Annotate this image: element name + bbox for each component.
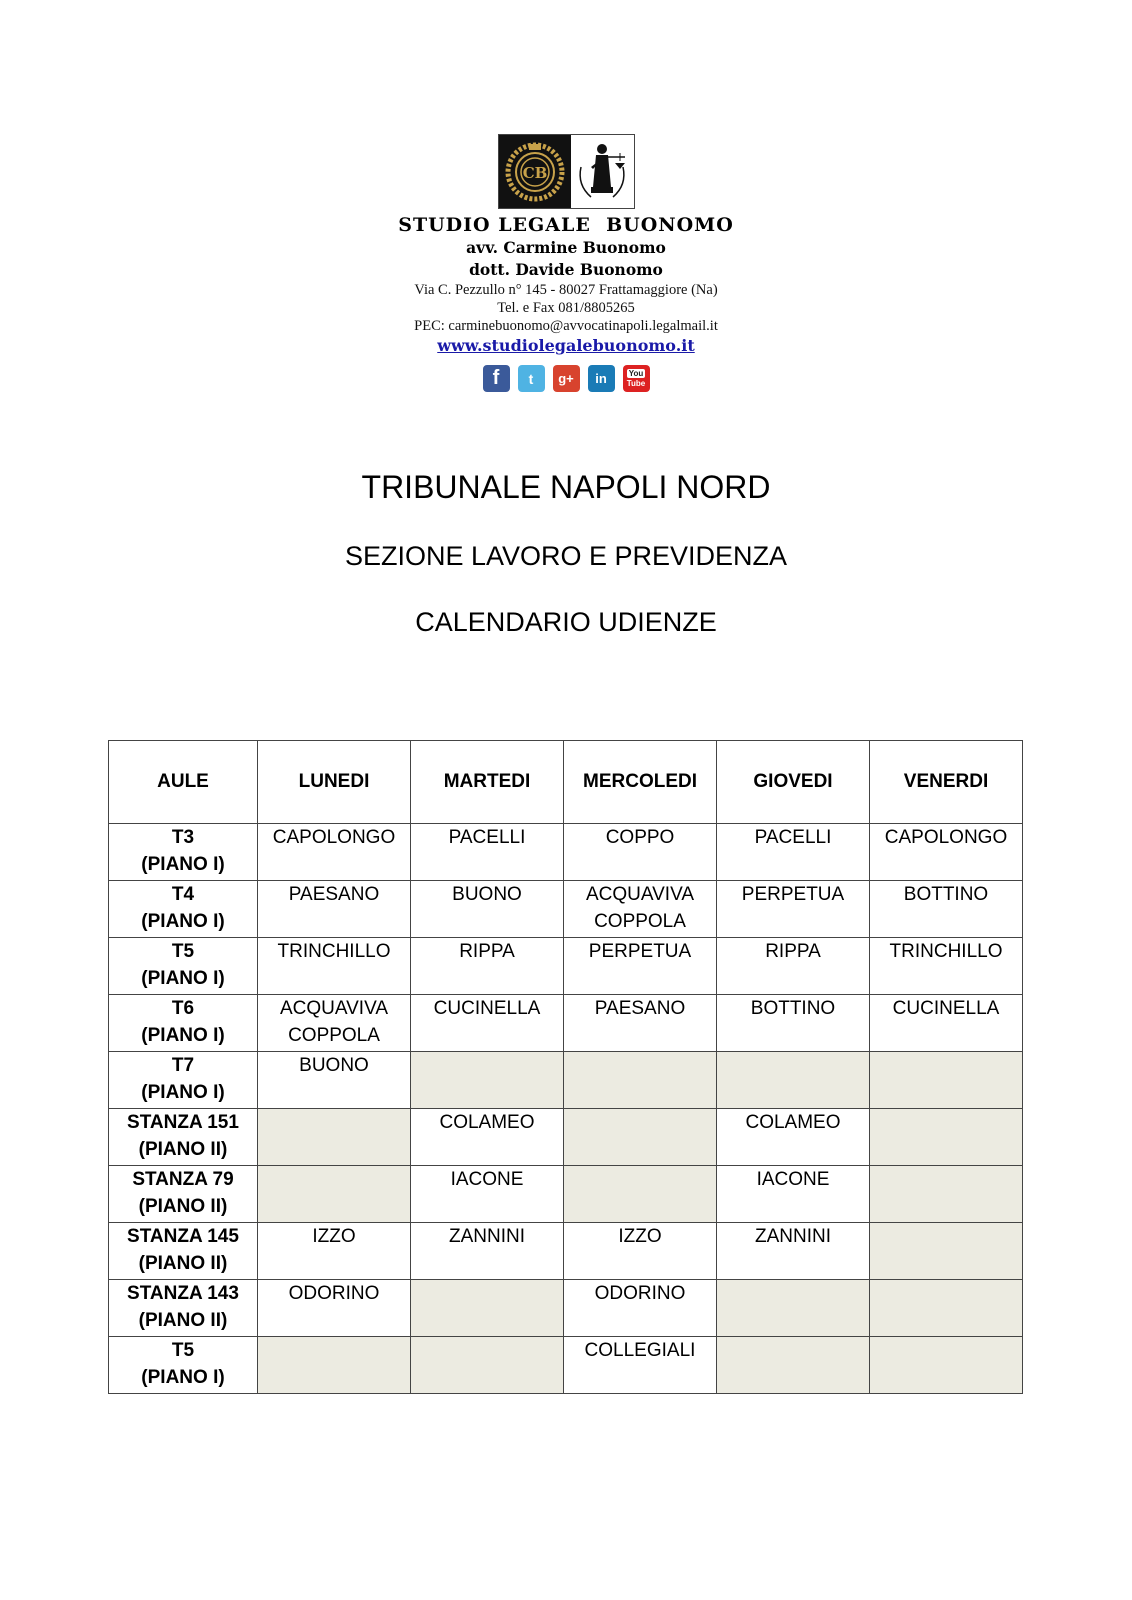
linkedin-glyph: in <box>595 371 607 386</box>
room-cell <box>109 1052 258 1109</box>
header-aule: AULE <box>109 741 258 824</box>
google-plus-glyph: g+ <box>558 371 574 386</box>
judge-cell: IZZO <box>258 1223 411 1280</box>
judge-cell <box>870 1109 1023 1166</box>
court-title: TRIBUNALE NAPOLI NORD <box>361 469 771 505</box>
logo-monogram: CB <box>522 163 547 182</box>
room-floor: (PIANO II) <box>138 1196 228 1217</box>
facebook-glyph: f <box>492 367 500 389</box>
room-floor: (PIANO I) <box>141 1025 225 1046</box>
judge-cell <box>411 1280 564 1337</box>
justice-statue-icon <box>571 135 634 208</box>
table-row <box>109 881 1023 938</box>
room-floor: (PIANO II) <box>138 1139 228 1160</box>
judge-cell: PAESANO <box>258 881 411 938</box>
facebook-icon[interactable] <box>483 365 510 392</box>
lawyer-name-2: dott. Davide Buonomo <box>469 260 663 279</box>
youtube-glyph-bottom: Tube <box>626 379 646 388</box>
judge-cell <box>258 1337 411 1394</box>
judge-cell <box>564 1109 717 1166</box>
youtube-glyph-top: You <box>628 369 644 378</box>
table-row <box>109 1166 1023 1223</box>
judge-cell: ODORINO <box>258 1280 411 1337</box>
room-cell <box>109 1280 258 1337</box>
room-name: T6 <box>171 998 195 1019</box>
room-floor: (PIANO I) <box>141 1367 225 1388</box>
judge-cell <box>870 1337 1023 1394</box>
room-name: STANZA 79 <box>132 1169 234 1190</box>
room-cell <box>109 1223 258 1280</box>
judge-cell <box>870 1052 1023 1109</box>
judge-cell: CUCINELLA <box>870 995 1023 1052</box>
judge-cell: CUCINELLA <box>411 995 564 1052</box>
judge-cell: BOTTINO <box>870 881 1023 938</box>
table-row <box>109 824 1023 881</box>
pec-email: PEC: carminebuonomo@avvocatinapoli.legalmail.it <box>414 318 718 334</box>
judge-cell: PAESANO <box>564 995 717 1052</box>
room-name: STANZA 143 <box>127 1283 239 1304</box>
table-row <box>109 938 1023 995</box>
room-floor: (PIANO I) <box>141 854 225 875</box>
phone: Tel. e Fax 081/8805265 <box>497 300 635 316</box>
room-floor: (PIANO II) <box>138 1253 228 1274</box>
judge-cell: PERPETUA <box>564 938 717 995</box>
judge-cell: CAPOLONGO <box>870 824 1023 881</box>
room-name: T5 <box>171 1340 195 1361</box>
judge-cell: RIPPA <box>411 938 564 995</box>
room-name: T4 <box>171 884 195 905</box>
judge-cell: IACONE <box>411 1166 564 1223</box>
table-row <box>109 1052 1023 1109</box>
room-floor: (PIANO I) <box>141 911 225 932</box>
google-plus-icon[interactable] <box>553 365 580 392</box>
table-row <box>109 995 1023 1052</box>
lawyer-name-1: avv. Carmine Buonomo <box>466 238 666 257</box>
address: Via C. Pezzullo n° 145 - 80027 Frattamaggiore (Na) <box>414 282 718 298</box>
header-mercoledi: MERCOLEDI <box>564 741 717 824</box>
judge-cell: COLAMEO <box>411 1109 564 1166</box>
judge-cell: TRINCHILLO <box>258 938 411 995</box>
judge-cell: IZZO <box>564 1223 717 1280</box>
judge-cell <box>717 1052 870 1109</box>
judge-cell: BUONO <box>411 881 564 938</box>
room-cell <box>109 938 258 995</box>
judge-cell <box>870 1280 1023 1337</box>
room-floor: (PIANO II) <box>138 1310 228 1331</box>
judge-cell <box>717 1280 870 1337</box>
judge-cell <box>870 1223 1023 1280</box>
judge-cell <box>564 1166 717 1223</box>
judge-cell: ACQUAVIVA COPPOLA <box>564 881 717 938</box>
letterhead <box>0 134 1132 392</box>
room-cell <box>109 1337 258 1394</box>
firm-logo <box>498 134 635 209</box>
room-name: T7 <box>171 1055 195 1076</box>
judge-cell <box>411 1052 564 1109</box>
room-cell <box>109 881 258 938</box>
header-martedi: MARTEDI <box>411 741 564 824</box>
judge-cell: PERPETUA <box>717 881 870 938</box>
section-title: SEZIONE LAVORO E PREVIDENZA <box>344 541 788 571</box>
header-venerdi: VENERDI <box>870 741 1023 824</box>
room-cell <box>109 1109 258 1166</box>
judge-cell: ACQUAVIVA COPPOLA <box>258 995 411 1052</box>
judge-cell: COLLEGIALI <box>564 1337 717 1394</box>
room-name: T5 <box>171 941 195 962</box>
judge-cell <box>258 1109 411 1166</box>
twitter-glyph: t <box>528 370 534 387</box>
header-giovedi: GIOVEDI <box>717 741 870 824</box>
table-row <box>109 1223 1023 1280</box>
room-name: STANZA 145 <box>127 1226 239 1247</box>
website-link[interactable]: www.studiolegalebuonomo.it <box>437 336 695 355</box>
twitter-icon[interactable] <box>518 365 545 392</box>
crest-emblem-icon <box>499 135 571 208</box>
room-cell <box>109 1166 258 1223</box>
judge-cell <box>258 1166 411 1223</box>
table-row <box>109 1337 1023 1394</box>
judge-cell: RIPPA <box>717 938 870 995</box>
youtube-icon[interactable] <box>623 365 650 392</box>
calendar-title: CALENDARIO UDIENZE <box>415 607 717 637</box>
judge-cell <box>411 1337 564 1394</box>
firm-name: STUDIO LEGALE BUONOMO <box>398 214 734 236</box>
social-icons <box>0 365 1132 392</box>
linkedin-icon[interactable] <box>588 365 615 392</box>
judge-cell <box>564 1052 717 1109</box>
header-lunedi: LUNEDI <box>258 741 411 824</box>
judge-cell: COPPO <box>564 824 717 881</box>
room-name: STANZA 151 <box>127 1112 239 1133</box>
room-cell <box>109 824 258 881</box>
table-row <box>109 1280 1023 1337</box>
room-name: T3 <box>171 827 195 848</box>
room-cell <box>109 995 258 1052</box>
judge-cell: ZANNINI <box>411 1223 564 1280</box>
judge-cell: IACONE <box>717 1166 870 1223</box>
room-floor: (PIANO I) <box>141 968 225 989</box>
judge-cell: PACELLI <box>717 824 870 881</box>
table-header-row <box>109 741 1023 824</box>
judge-cell: ZANNINI <box>717 1223 870 1280</box>
judge-cell: ODORINO <box>564 1280 717 1337</box>
hearing-schedule-table <box>108 740 1023 1394</box>
judge-cell <box>717 1337 870 1394</box>
judge-cell: BOTTINO <box>717 995 870 1052</box>
judge-cell <box>870 1166 1023 1223</box>
judge-cell: CAPOLONGO <box>258 824 411 881</box>
judge-cell: PACELLI <box>411 824 564 881</box>
room-floor: (PIANO I) <box>141 1082 225 1103</box>
table-row <box>109 1109 1023 1166</box>
judge-cell: BUONO <box>258 1052 411 1109</box>
judge-cell: TRINCHILLO <box>870 938 1023 995</box>
judge-cell: COLAMEO <box>717 1109 870 1166</box>
